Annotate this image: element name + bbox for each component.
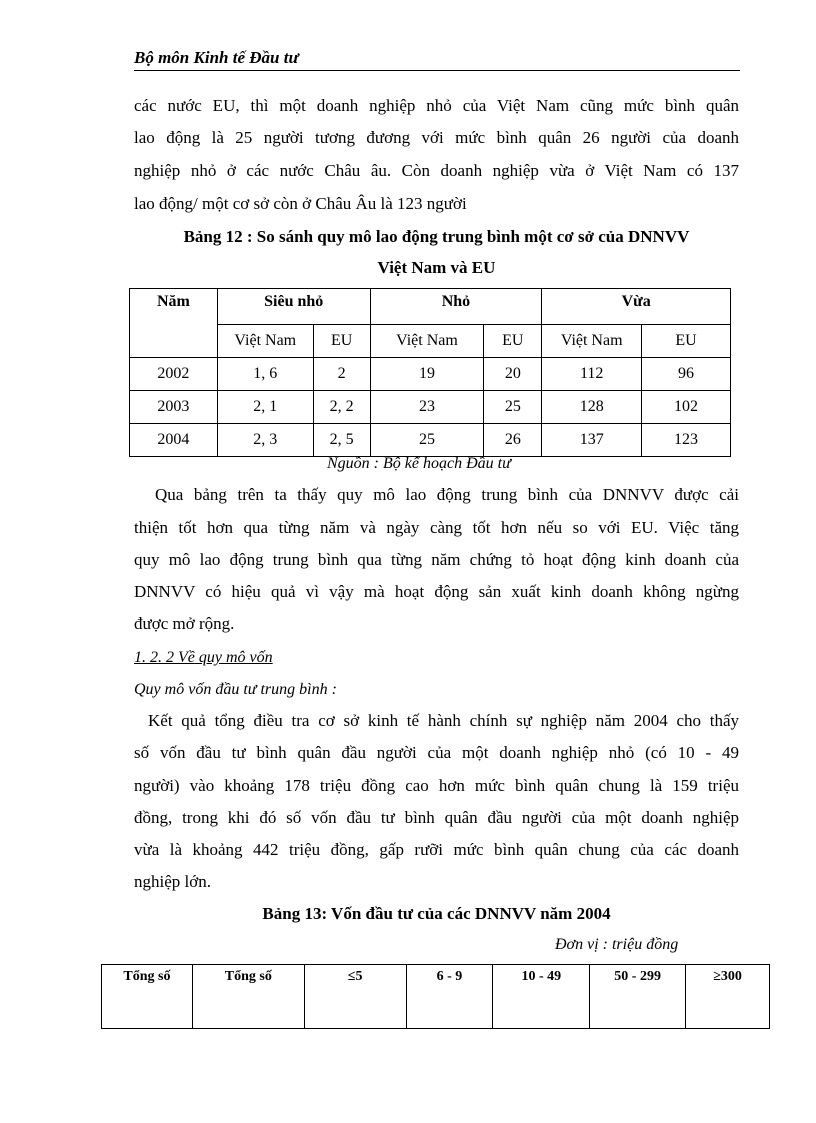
table-cell: 102 xyxy=(642,391,731,424)
table12-caption-line2: Việt Nam và EU xyxy=(377,258,496,277)
subheader-cell: Việt Nam xyxy=(217,325,313,358)
table-cell: 23 xyxy=(370,391,484,424)
table-row xyxy=(130,358,731,391)
table-cell: 96 xyxy=(642,358,731,391)
table-header-row xyxy=(130,289,731,325)
paragraph-line: Kết quả tổng điều tra cơ sở kinh tế hành chính sự nghiệp năm 2004 cho thấy xyxy=(148,711,739,730)
table-cell: 2, 2 xyxy=(313,391,370,424)
table-cell: 2 xyxy=(313,358,370,391)
header-cell: 6 - 9 xyxy=(406,965,493,1029)
table-cell: 2, 3 xyxy=(217,424,313,457)
table-cell: 2004 xyxy=(130,424,218,457)
header-group-micro: Siêu nhỏ xyxy=(217,289,370,325)
paragraph-line: thiện tốt hơn qua từng năm và ngày càng tốt hơn nếu so với EU. Việc tăng xyxy=(134,518,739,537)
subheader-cell: Việt Nam xyxy=(542,325,642,358)
section-subtitle: Quy mô vốn đầu tư trung bình : xyxy=(134,681,337,698)
header-group-small: Nhỏ xyxy=(370,289,542,325)
header-cell: ≥300 xyxy=(686,965,770,1029)
table-13 xyxy=(101,964,770,1029)
paragraph-line: quy mô lao động trung bình qua từng năm chứng tỏ hoạt động kinh doanh của xyxy=(134,550,739,569)
paragraph-line: lao động là 25 người tương đương với mức bình quân 26 người của doanh xyxy=(134,128,739,147)
subheader-cell: EU xyxy=(642,325,731,358)
paragraph-line: vừa là khoảng 442 triệu đồng, gấp rưỡi mức bình quân chung của các doanh xyxy=(134,840,739,859)
table-12 xyxy=(129,288,731,457)
header-cell: 50 - 299 xyxy=(590,965,686,1029)
header-cell: ≤5 xyxy=(304,965,406,1029)
table-cell: 2, 5 xyxy=(313,424,370,457)
header-cell: 10 - 49 xyxy=(493,965,590,1029)
table-cell: 137 xyxy=(542,424,642,457)
table-row xyxy=(130,424,731,457)
header-cell: Tổng số xyxy=(192,965,304,1029)
table-cell: 123 xyxy=(642,424,731,457)
table-cell: 1, 6 xyxy=(217,358,313,391)
table-cell: 25 xyxy=(370,424,484,457)
table12-caption: Bảng 12 : So sánh quy mô lao động trung bình một cơ sở của DNNVV xyxy=(183,227,690,246)
paragraph-line: người) vào khoảng 178 triệu đồng cao hơn mức bình quân chung là 159 triệu xyxy=(134,776,739,795)
table12-source: Nguồn : Bộ kế hoạch Đầu tư xyxy=(327,455,511,472)
table13-caption: Bảng 13: Vốn đầu tư của các DNNVV năm 2004 xyxy=(262,904,611,923)
table-cell: 128 xyxy=(542,391,642,424)
paragraph-line: DNNVV có hiệu quả vì vậy mà hoạt động sản xuất kinh doanh không ngừng xyxy=(134,582,739,601)
table13-unit: Đơn vị : triệu đồng xyxy=(555,936,679,953)
table-subheader-row xyxy=(130,325,731,358)
paragraph-line: các nước EU, thì một doanh nghiệp nhỏ của Việt Nam cũng mức bình quân xyxy=(134,96,739,115)
header-group-medium: Vừa xyxy=(542,289,731,325)
table-cell: 19 xyxy=(370,358,484,391)
subheader-cell: EU xyxy=(313,325,370,358)
subheader-cell: Việt Nam xyxy=(370,325,484,358)
table-cell: 26 xyxy=(484,424,542,457)
paragraph-line: đồng, trong khi đó số vốn đầu tư bình quân đầu người của một doanh nghiệp xyxy=(134,808,739,827)
table-cell: 112 xyxy=(542,358,642,391)
header-cell: Tổng số xyxy=(102,965,193,1029)
header-year: Năm xyxy=(130,289,218,358)
table-header-row xyxy=(102,965,770,1029)
section-title: 1. 2. 2 Về quy mô vốn xyxy=(134,649,273,666)
paragraph-line: được mở rộng. xyxy=(134,614,235,633)
table-row xyxy=(130,391,731,424)
page-header: Bộ môn Kinh tế Đầu tư xyxy=(134,48,740,71)
paragraph-line: số vốn đầu tư bình quân đầu người của một doanh nghiệp nhỏ (có 10 - 49 xyxy=(134,743,739,762)
paragraph-line: Qua bảng trên ta thấy quy mô lao động trung bình của DNNVV được cải xyxy=(155,485,739,504)
subheader-cell: EU xyxy=(484,325,542,358)
paragraph-line: nghiệp lớn. xyxy=(134,872,211,891)
table-cell: 20 xyxy=(484,358,542,391)
table-cell: 25 xyxy=(484,391,542,424)
table-cell: 2, 1 xyxy=(217,391,313,424)
table-cell: 2003 xyxy=(130,391,218,424)
paragraph-line: lao động/ một cơ sở còn ở Châu Âu là 123 người xyxy=(134,194,467,213)
paragraph-line: nghiệp nhỏ ở các nước Châu âu. Còn doanh nghiệp vừa ở Việt Nam có 137 xyxy=(134,161,739,180)
table-cell: 2002 xyxy=(130,358,218,391)
